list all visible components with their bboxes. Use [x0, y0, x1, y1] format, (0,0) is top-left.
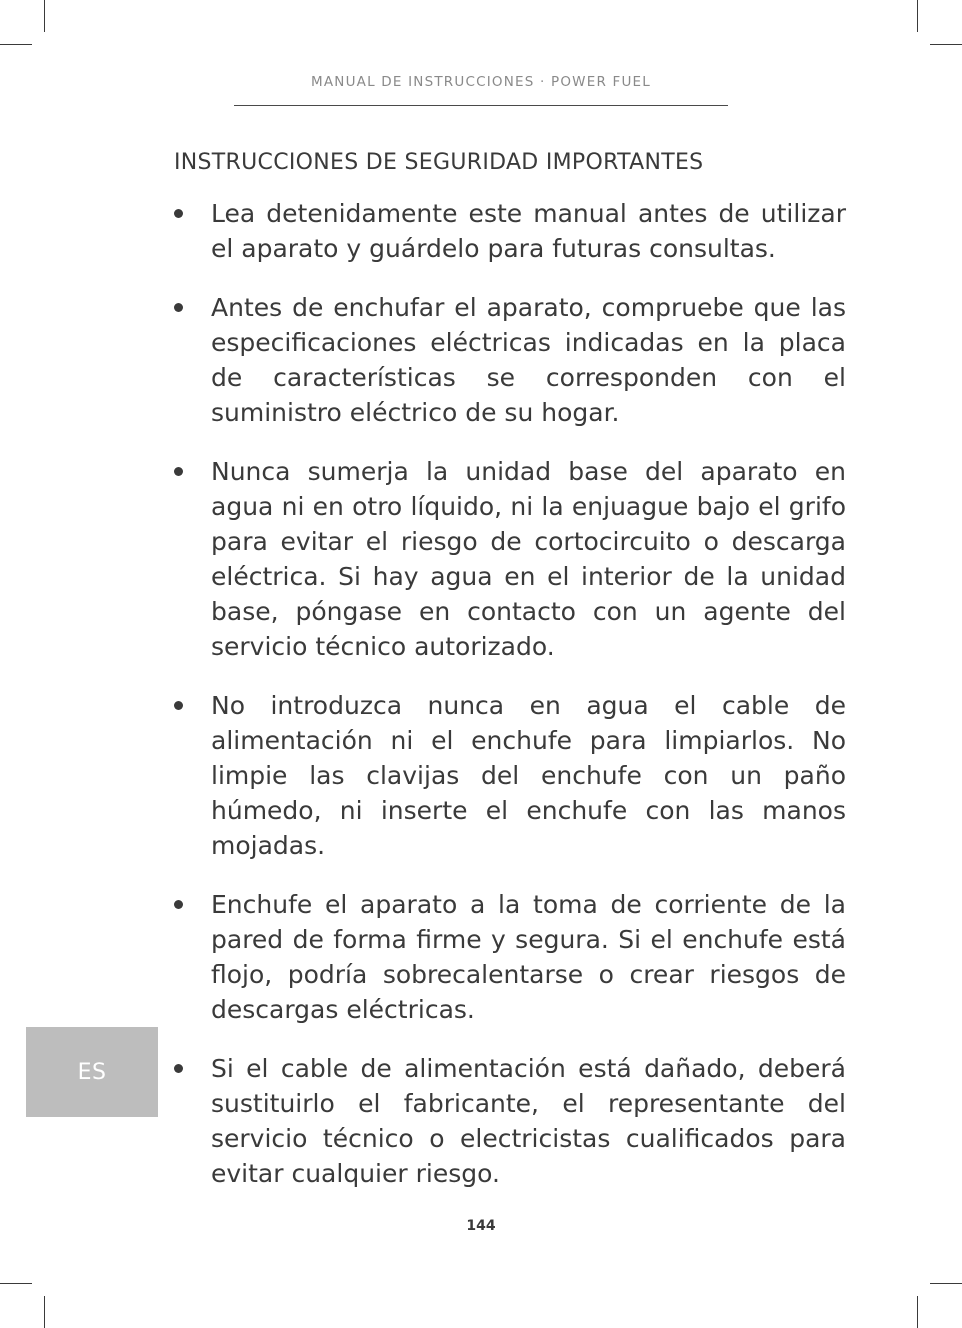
bullet-icon: [174, 900, 183, 909]
list-item: [174, 454, 846, 664]
list-item-text: Nunca sumerja la unidad base del aparato en agua ni en otro líquido, ni la enjuague bajo el grifo para evitar el riesgo de cortocircuito o descarga eléctrica. Si hay agua en el interior de la unidad base, póngase en contacto con un agente del servicio técnico autorizado.: [211, 457, 846, 661]
crop-mark-top-right-vertical: [917, 0, 918, 32]
bullet-icon: [174, 1064, 183, 1073]
section-title: INSTRUCCIONES DE SEGURIDAD IMPORTANTES: [174, 150, 704, 175]
list-item: [174, 887, 846, 1027]
header-divider: [234, 105, 728, 106]
list-item-text: Antes de enchufar el aparato, compruebe que las especificaciones eléctricas indicadas en la placa de características se corresponden con el suministro eléctrico de su hogar.: [211, 293, 846, 427]
bullet-icon: [174, 209, 183, 218]
list-item: [174, 290, 846, 430]
running-header: MANUAL DE INSTRUCCIONES · POWER FUEL: [310, 74, 652, 90]
bullet-icon: [174, 467, 183, 476]
bullet-icon: [174, 303, 183, 312]
crop-mark-bottom-right-horizontal: [930, 1283, 962, 1284]
language-tab-label: ES: [77, 1059, 107, 1085]
page-number: 144: [466, 1218, 496, 1234]
language-tab: [26, 1027, 158, 1117]
list-item: [174, 688, 846, 863]
bullet-icon: [174, 701, 183, 710]
list-item: [174, 1051, 846, 1191]
list-item: [174, 196, 846, 266]
crop-mark-bottom-right-vertical: [917, 1296, 918, 1328]
crop-mark-top-left-vertical: [44, 0, 45, 32]
list-item-text: Enchufe el aparato a la toma de corriente de la pared de forma firme y segura. Si el enchufe está flojo, podría sobrecalentarse o crear riesgos de descargas eléctricas.: [211, 890, 846, 1024]
list-item-text: Si el cable de alimentación está dañado, deberá sustituirlo el fabricante, el representante del servicio técnico o electricistas cualificados para evitar cualquier riesgo.: [211, 1054, 846, 1188]
safety-instructions-list: [174, 196, 846, 1215]
crop-mark-top-right-horizontal: [930, 44, 962, 45]
crop-mark-top-left-horizontal: [0, 44, 32, 45]
list-item-text: No introduzca nunca en agua el cable de alimentación ni el enchufe para limpiarlos. No limpie las clavijas del enchufe con un paño húmedo, ni inserte el enchufe con las manos mojadas.: [211, 691, 846, 860]
list-item-text: Lea detenidamente este manual antes de utilizar el aparato y guárdelo para futuras consultas.: [211, 199, 846, 263]
crop-mark-bottom-left-vertical: [44, 1296, 45, 1328]
crop-mark-bottom-left-horizontal: [0, 1283, 32, 1284]
